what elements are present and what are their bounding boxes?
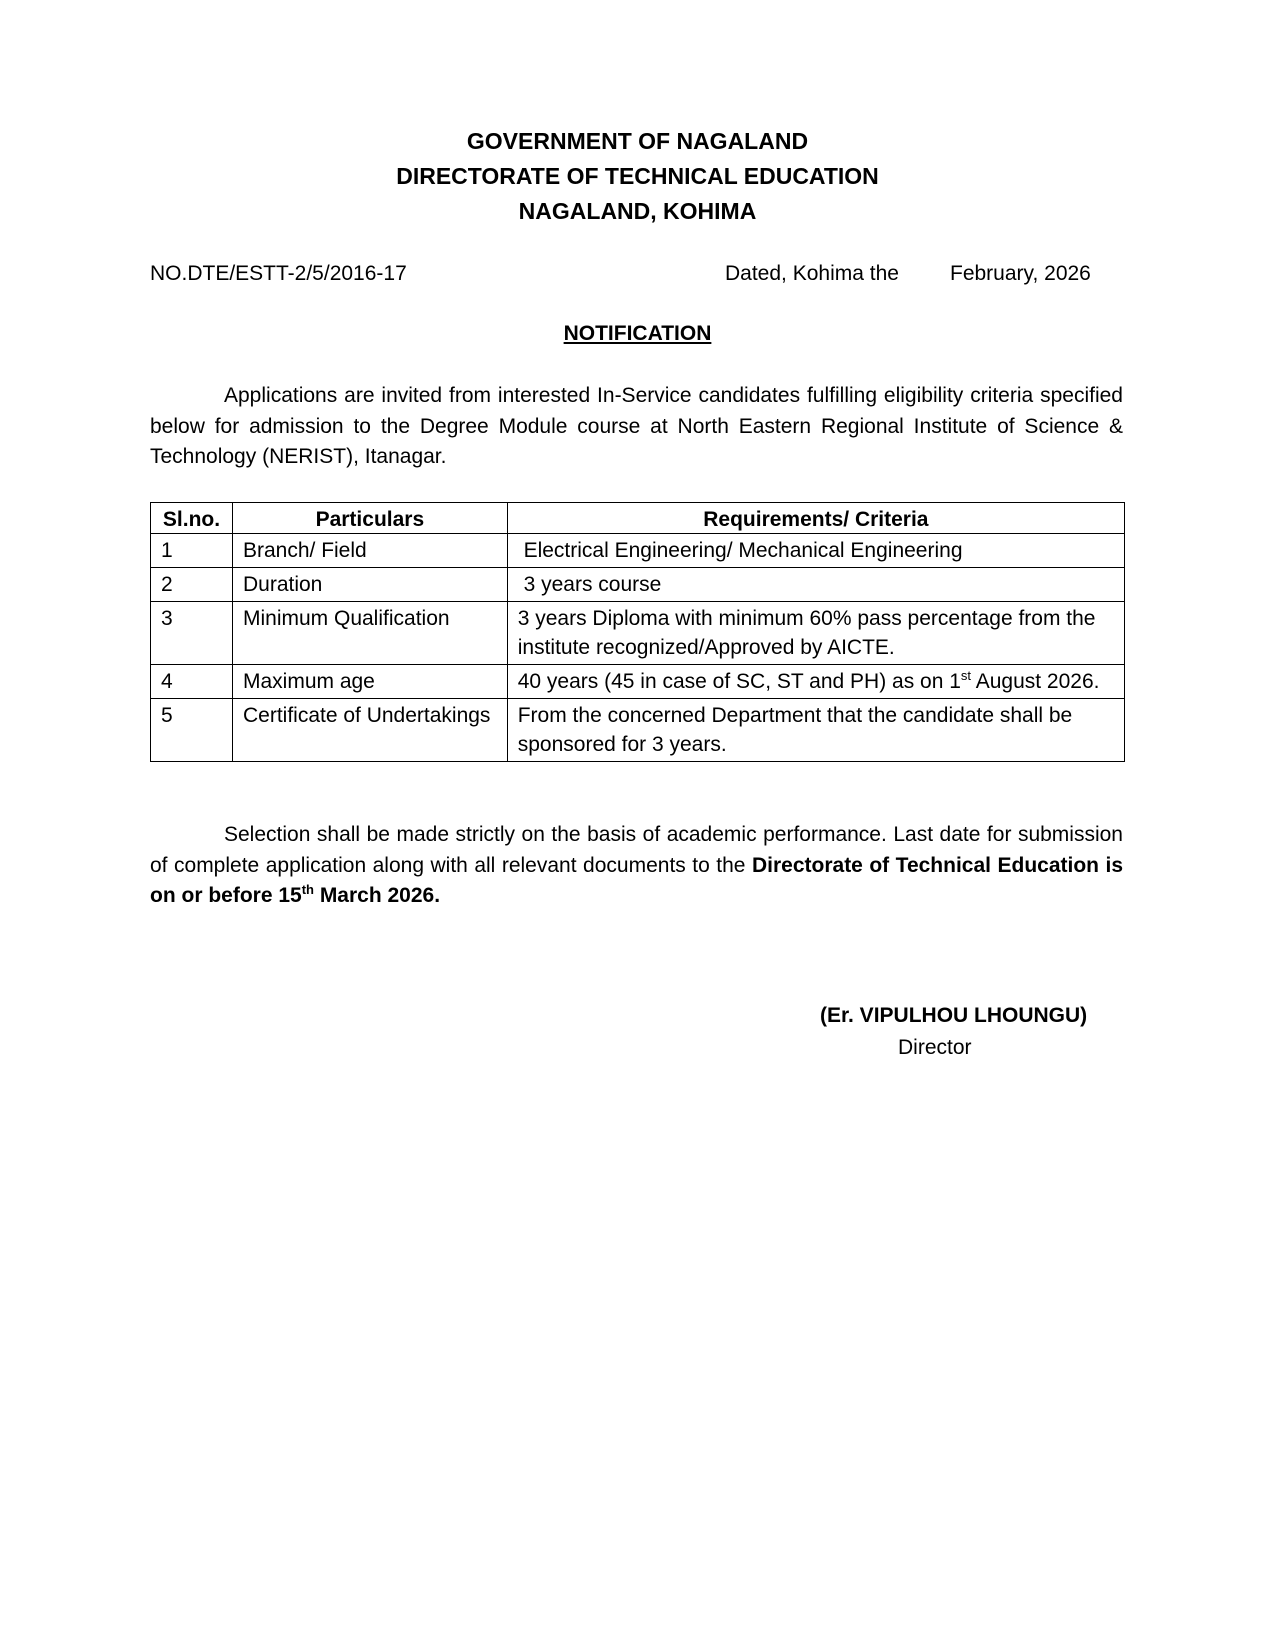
ordinal-suffix: th (301, 882, 314, 897)
cell-slno: 3 (151, 602, 233, 665)
letterhead-directorate: DIRECTORATE OF TECHNICAL EDUCATION (396, 163, 879, 189)
dated-month: February, 2026 (950, 262, 1091, 285)
notification-title: NOTIFICATION (563, 322, 712, 345)
cell-particular: Certificate of Undertakings (232, 699, 507, 762)
deadline-text: March 2026. (313, 884, 441, 907)
signatory-designation: Director (898, 1036, 972, 1059)
table-row (151, 534, 1125, 568)
column-header-slno: Sl.no. (151, 503, 233, 534)
table-row (151, 568, 1125, 602)
signatory-name: (Er. VIPULHOU LHOUNGU) (820, 1004, 1088, 1027)
table-row (151, 665, 1125, 699)
intro-paragraph (150, 381, 1123, 473)
ordinal-suffix: st (960, 668, 972, 683)
column-header-particulars: Particulars (232, 503, 507, 534)
cell-particular: Duration (232, 568, 507, 602)
cell-requirement: 3 years course (507, 568, 1124, 602)
table-row (151, 699, 1125, 762)
dated-prefix: Dated, Kohima the (725, 262, 899, 285)
cell-slno: 2 (151, 568, 233, 602)
cell-particular: Branch/ Field (232, 534, 507, 568)
intro-text: Applications are invited from interested In-Service candidates fulfilling eligibility criteria specified below for admission to the Degree Module course at North Eastern Regional Institute of Science & Technology (NERIST), Itanagar. (150, 384, 1123, 468)
deadline-text: Directorate of Technical Education is on or before 15 (150, 853, 1123, 907)
cell-requirement: Electrical Engineering/ Mechanical Engineering (507, 534, 1124, 568)
cell-particular: Minimum Qualification (232, 602, 507, 665)
table-row (151, 602, 1125, 665)
letterhead (0, 124, 1275, 229)
cell-requirement (507, 665, 1124, 699)
table-header-row (151, 503, 1125, 534)
cell-slno: 5 (151, 699, 233, 762)
criteria-table (150, 502, 1125, 762)
closing-paragraph (150, 820, 1123, 912)
cell-requirement: From the concerned Department that the candidate shall be sponsored for 3 years. (507, 699, 1124, 762)
cell-particular: Maximum age (232, 665, 507, 699)
reference-number: NO.DTE/ESTT-2/5/2016-17 (150, 262, 407, 285)
reference-line (150, 262, 1105, 290)
column-header-requirements: Requirements/ Criteria (507, 503, 1124, 534)
requirement-text: August 2026. (971, 670, 1100, 693)
letterhead-government: GOVERNMENT OF NAGALAND (466, 128, 809, 154)
cell-requirement: 3 years Diploma with minimum 60% pass percentage from the institute recognized/Approved by AICTE. (507, 602, 1124, 665)
requirement-text: 40 years (45 in case of SC, ST and PH) as on 1 (517, 670, 961, 693)
letterhead-location: NAGALAND, KOHIMA (518, 198, 757, 224)
closing-text: Selection shall be made strictly on the basis of academic performance. Last date for submission of complete application along with all relevant documents to the (150, 823, 1123, 877)
cell-slno: 1 (151, 534, 233, 568)
cell-slno: 4 (151, 665, 233, 699)
